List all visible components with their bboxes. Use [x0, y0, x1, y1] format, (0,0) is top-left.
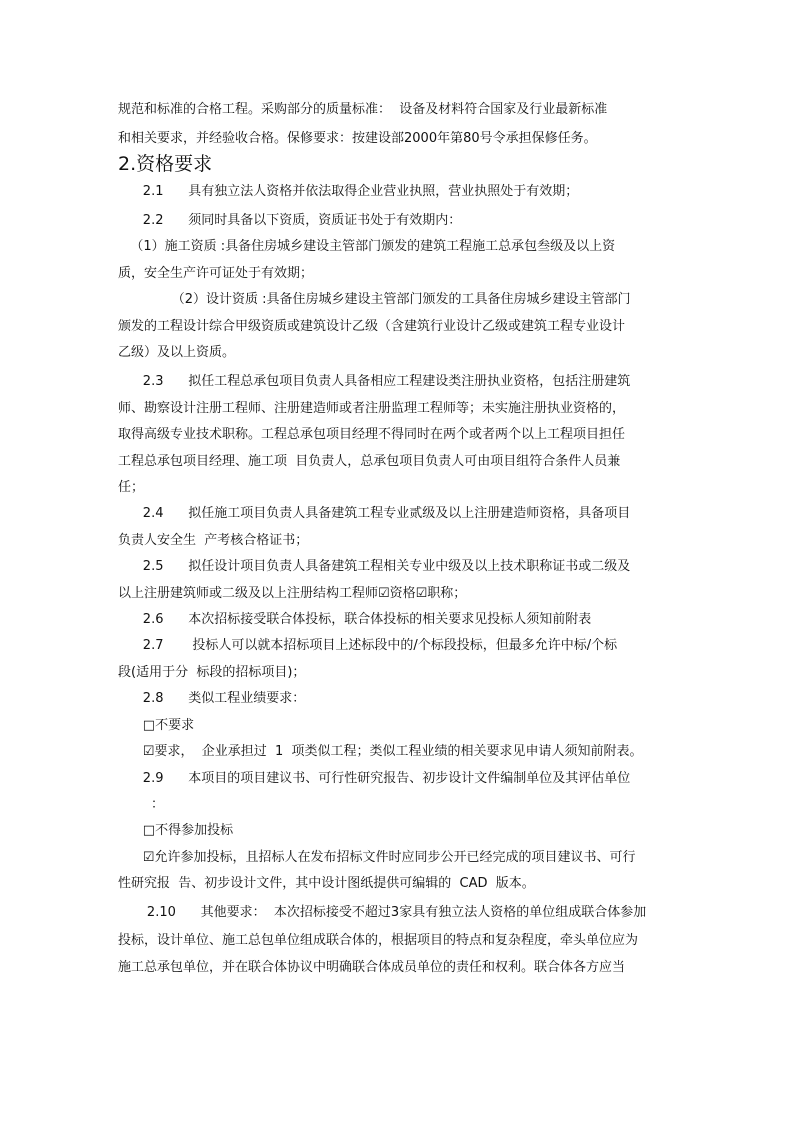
intro-line-1: 规范和标准的合格工程。采购部分的质量标准： 设备及材料符合国家及行业最新标准	[118, 102, 608, 117]
paragraph-line: 2.5 拟任设计项目负责人具备建筑工程相关专业中级及以上技术职称证书或二级及	[118, 559, 631, 574]
paragraph-line: 负责人安全生 产考核合格证书；	[118, 533, 309, 548]
paragraph-line: 2.4 拟任施工项目负责人具备建筑工程专业贰级及以上注册建造师资格，具备项目	[118, 506, 631, 521]
paragraph-line: 投标，设计单位、施工总包单位组成联合体的，根据项目的特点和复杂程度，牵头单位应为	[118, 933, 639, 948]
paragraph-line: 2.2 须同时具备以下资质，资质证书处于有效期内：	[118, 213, 462, 228]
checkbox-option-checked: ☑要求， 企业承担过 1 项类似工程；类似工程业绩的相关要求见申请人须知前附表。	[118, 744, 643, 759]
paragraph-line: 颁发的工程设计综合甲级资质或建筑设计乙级（含建筑行业设计乙级或建筑工程专业设计	[118, 319, 626, 334]
checkbox-option-unchecked: □不要求	[118, 718, 195, 733]
paragraph-line: 施工总承包单位，并在联合体协议中明确联合体成员单位的责任和权利。联合体各方应当	[118, 960, 626, 975]
paragraph-line: 2.10 其他要求： 本次招标接受不超过3家具有独立法人资格的单位组成联合体参加	[118, 905, 647, 920]
paragraph-line: 2.8 类似工程业绩要求：	[118, 691, 306, 706]
paragraph-line: 2.6 本次招标接受联合体投标，联合体投标的相关要求见投标人须知前附表	[118, 612, 592, 627]
paragraph-line: 任；	[118, 480, 145, 495]
paragraph-line: 乙级）及以上资质。	[118, 345, 236, 360]
paragraph-line: 2.7 投标人可以就本招标项目上述标段中的/个标段投标，但最多允许中标/个标	[118, 638, 618, 653]
paragraph-line: 质，安全生产许可证处于有效期；	[118, 266, 314, 281]
paragraph-line: （2）设计资质 :具备住房城乡建设主管部门颁发的工具备住房城乡建设主管部门	[118, 292, 631, 307]
paragraph-line: 工程总承包项目经理、施工项 目负责人，总承包项目负责人可由项目组符合条件人员兼	[118, 454, 621, 469]
paragraph-line: 性研究报 告、初步设计文件，其中设计图纸提供可编辑的 CAD 版本。	[118, 876, 535, 891]
paragraph-line: ：	[118, 797, 165, 812]
section-heading: 2.资格要求	[118, 153, 213, 175]
paragraph-line: 2.9 本项目的项目建议书、可行性研究报告、初步设计文件编制单位及其评估单位	[118, 771, 631, 786]
paragraph-line: 取得高级专业技术职称。工程总承包项目经理不得同时在两个或者两个以上工程项目担任	[118, 427, 626, 442]
paragraph-line: （1）施工资质 :具备住房城乡建设主管部门颁发的建筑工程施工总承包叁级及以上资	[118, 239, 616, 254]
intro-line-2: 和相关要求，并经验收合格。保修要求：按建设部2000年第80号令承担保修任务。	[118, 131, 597, 146]
checkbox-option-checked: ☑允许参加投标，且招标人在发布招标文件时应同步公开已经完成的项目建议书、可行	[118, 850, 636, 865]
paragraph-line: 2.1 具有独立法人资格并依法取得企业营业执照，营业执照处于有效期；	[118, 184, 579, 199]
paragraph-line: 段(适用于分 标段的招标项目)；	[118, 665, 306, 680]
paragraph-line: 师、勘察设计注册工程师、注册建造师或者注册监理工程师等；未实施注册执业资格的，	[118, 401, 626, 416]
checkbox-option-unchecked: □不得参加投标	[118, 823, 234, 838]
paragraph-line: 2.3 拟任工程总承包项目负责人具备相应工程建设类注册执业资格，包括注册建筑	[118, 374, 631, 389]
paragraph-line: 以上注册建筑师或二级及以上注册结构工程师☑资格☑职称；	[118, 586, 467, 601]
